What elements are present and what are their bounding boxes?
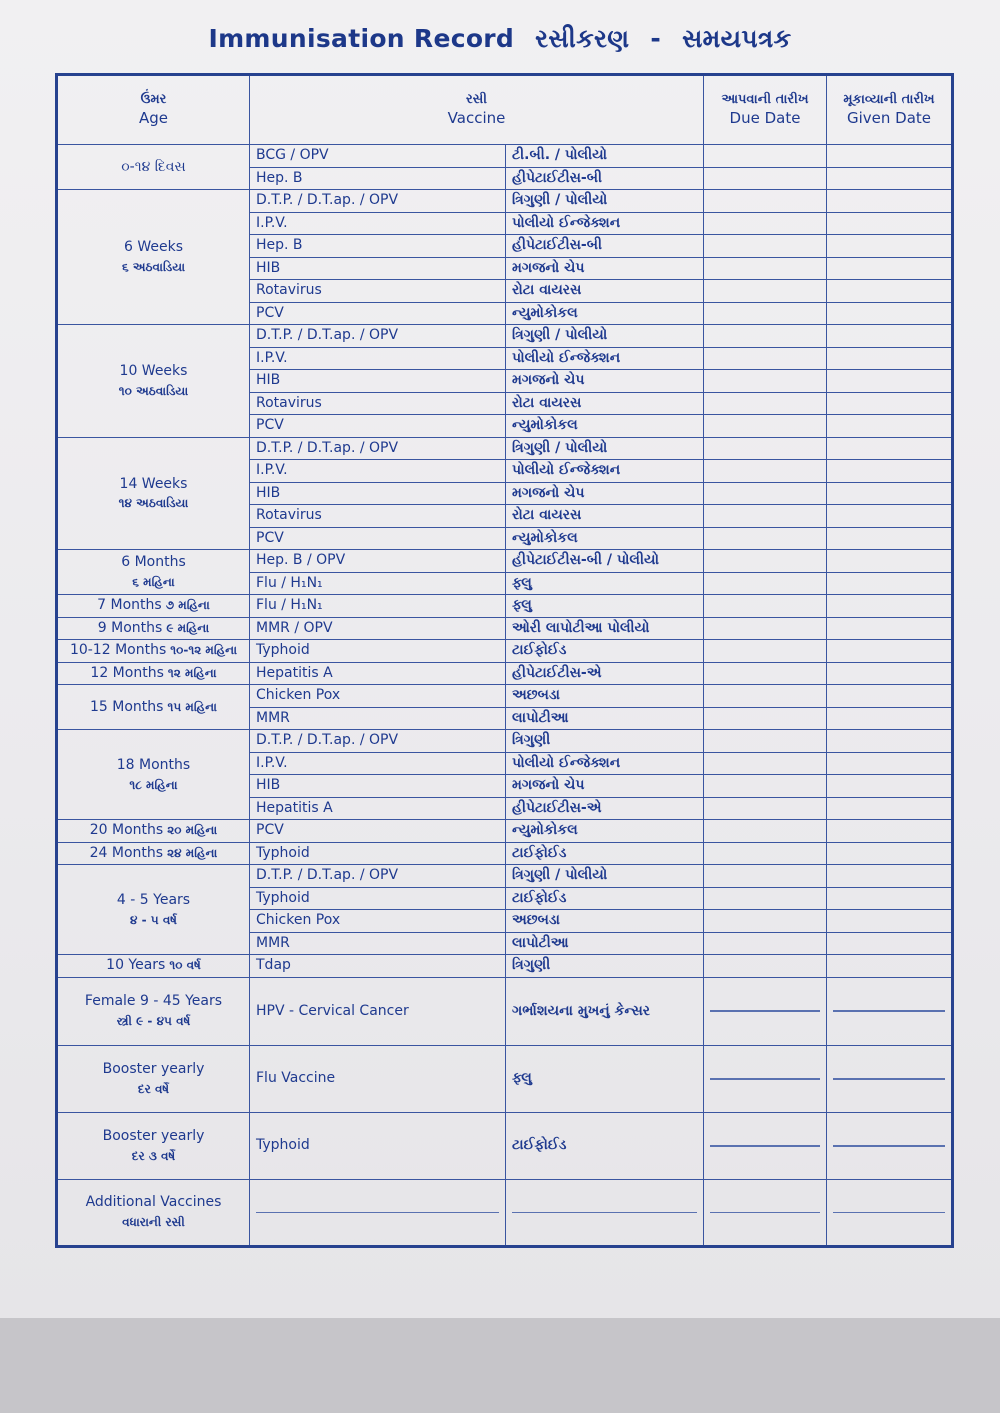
age-cell (57, 865, 250, 955)
given-date-field[interactable] (827, 752, 953, 775)
age-cell (57, 595, 250, 618)
age-english: ૦-૧૪ દિવસ (121, 158, 186, 175)
vaccine-name-gujarati: મગજનો ચેપ (506, 257, 704, 280)
due-date-field[interactable] (704, 820, 827, 843)
table-row (57, 685, 953, 708)
vaccine-name-english: D.T.P. / D.T.ap. / OPV (250, 437, 506, 460)
vaccine-name-english: PCV (250, 415, 506, 438)
header-vaccine (250, 75, 704, 145)
age-gujarati: ૬ મહિના (132, 575, 175, 590)
age-english: 6 Weeks (123, 239, 183, 256)
table-row (57, 730, 953, 753)
write-line (710, 1079, 820, 1080)
given-date-field[interactable] (827, 212, 953, 235)
table-row-large (57, 1179, 953, 1246)
given-date-field[interactable] (827, 370, 953, 393)
vaccine-name-gujarati: અછબડા (506, 685, 704, 708)
vaccine-name-gujarati: ફ્લુ (506, 595, 704, 618)
due-date-field[interactable] (704, 167, 827, 190)
due-date-field[interactable] (704, 707, 827, 730)
given-date-field[interactable] (827, 887, 953, 910)
given-date-field[interactable] (827, 505, 953, 528)
due-date-field[interactable] (704, 527, 827, 550)
header-due-english: Due Date (729, 108, 801, 127)
age-gujarati: ૧૦ અઠવાડિયા (118, 383, 189, 398)
due-date-field[interactable] (704, 1179, 827, 1246)
given-date-field[interactable] (827, 1045, 953, 1112)
age-cell (57, 550, 250, 595)
vaccine-name-english: Flu / H₁N₁ (250, 572, 506, 595)
age-gujarati: ૪ - ૫ વર્ષ (129, 912, 178, 927)
vaccine-name-english: D.T.P. / D.T.ap. / OPV (250, 730, 506, 753)
given-date-field[interactable] (827, 527, 953, 550)
vaccine-name-gujarati: ત્રિગુણી / પોલીયો (506, 437, 704, 460)
table-row (57, 325, 953, 348)
vaccine-name-gujarati: હીપેટાઈટીસ-બી (506, 167, 704, 190)
due-date-field[interactable] (704, 865, 827, 888)
given-date-field[interactable] (827, 707, 953, 730)
age-english: 12 Months (90, 664, 164, 681)
vaccine-name-english: HPV - Cervical Cancer (250, 977, 506, 1045)
due-date-field[interactable] (704, 257, 827, 280)
vaccine-name-gujarati: રોટા વાયરસ (506, 505, 704, 528)
age-english: 6 Months (121, 554, 186, 571)
given-date-field[interactable] (827, 820, 953, 843)
write-lines (256, 1212, 499, 1213)
vaccine-name-english: Typhoid (250, 640, 506, 663)
due-date-field[interactable] (704, 190, 827, 213)
table-row-large (57, 977, 953, 1045)
due-date-field[interactable] (704, 482, 827, 505)
given-date-field[interactable] (827, 325, 953, 348)
due-date-field[interactable] (704, 505, 827, 528)
age-english: 7 Months (97, 597, 162, 614)
vaccine-name-gujarati: ત્રિગુણી (506, 955, 704, 978)
age-english: Booster yearly (102, 1127, 205, 1144)
vaccine-name-english: Typhoid (250, 842, 506, 865)
vaccine-name-english: Hepatitis A (250, 662, 506, 685)
vaccine-name-gujarati: મગજનો ચેપ (506, 775, 704, 798)
vaccine-name-gujarati: પોલીયો ઈન્જેક્શન (506, 460, 704, 483)
due-date-field[interactable] (704, 325, 827, 348)
given-date-field[interactable] (827, 572, 953, 595)
vaccine-name-gujarati: ન્યુમોકોકલ (506, 302, 704, 325)
vaccine-name-english: Typhoid (250, 1112, 506, 1179)
due-date-field[interactable] (704, 685, 827, 708)
header-vaccine-gujarati: રસી (466, 92, 487, 108)
write-lines (710, 1010, 820, 1012)
write-lines (833, 1010, 945, 1012)
given-date-field[interactable] (827, 775, 953, 798)
age-english: 4 - 5 Years (116, 891, 191, 908)
header-due-gujarati: આપવાની તારીખ (721, 92, 809, 108)
given-date-field[interactable] (827, 685, 953, 708)
vaccine-name-gujarati: ફ્લુ (506, 1045, 704, 1112)
due-date-field[interactable] (704, 797, 827, 820)
vaccine-name-english: BCG / OPV (250, 145, 506, 168)
due-date-field[interactable] (704, 415, 827, 438)
vaccine-name-gujarati: લાપોટીઆ (506, 932, 704, 955)
vaccine-name-gujarati (506, 1179, 704, 1246)
age-english: 10 Weeks (119, 363, 188, 380)
write-line (256, 1212, 499, 1213)
vaccine-name-english: Typhoid (250, 887, 506, 910)
vaccine-name-english: Rotavirus (250, 392, 506, 415)
vaccine-name-english: MMR (250, 932, 506, 955)
due-date-field[interactable] (704, 910, 827, 933)
table-row (57, 662, 953, 685)
table-row (57, 640, 953, 663)
given-date-field[interactable] (827, 167, 953, 190)
vaccine-name-english: D.T.P. / D.T.ap. / OPV (250, 190, 506, 213)
given-date-field[interactable] (827, 392, 953, 415)
given-date-field[interactable] (827, 235, 953, 258)
given-date-field[interactable] (827, 617, 953, 640)
vaccine-name-english: Chicken Pox (250, 910, 506, 933)
age-english: Booster yearly (102, 1060, 205, 1077)
due-date-field[interactable] (704, 887, 827, 910)
age-english: 14 Weeks (119, 475, 188, 492)
given-date-field[interactable] (827, 955, 953, 978)
vaccine-name-english: I.P.V. (250, 212, 506, 235)
age-gujarati: ૨૦ મહિના (167, 823, 218, 838)
vaccine-name-english: HIB (250, 775, 506, 798)
age-cell (57, 1112, 250, 1179)
age-gujarati: ૧૪ અઠવાડિયા (118, 496, 189, 511)
title-english: Immunisation Record (208, 24, 515, 53)
write-line (512, 1212, 697, 1213)
due-date-field[interactable] (704, 1112, 827, 1179)
vaccine-name-english: Tdap (250, 955, 506, 978)
due-date-field[interactable] (704, 1045, 827, 1112)
table-row (57, 842, 953, 865)
vaccine-name-gujarati: ફ્લુ (506, 572, 704, 595)
header-age (57, 75, 250, 145)
vaccine-name-gujarati: મગજનો ચેપ (506, 482, 704, 505)
age-gujarati: વધારાની રસી (122, 1215, 185, 1230)
given-date-field[interactable] (827, 1112, 953, 1179)
table-row (57, 437, 953, 460)
write-line (710, 1212, 820, 1213)
age-cell (57, 730, 250, 820)
vaccine-name-english: PCV (250, 527, 506, 550)
write-line (833, 1212, 945, 1213)
age-english: 18 Months (116, 756, 191, 773)
age-gujarati: સ્ત્રી ૯ - ૪૫ વર્ષ (116, 1014, 191, 1029)
age-gujarati: ૭ મહિના (165, 598, 210, 613)
given-date-field[interactable] (827, 302, 953, 325)
header-given-gujarati: મૂકાવ્યાની તારીખ (843, 92, 935, 108)
header-due-date (704, 75, 827, 145)
due-date-field[interactable] (704, 280, 827, 303)
due-date-field[interactable] (704, 235, 827, 258)
table-row (57, 550, 953, 573)
age-gujarati: ૯ મહિના (166, 620, 210, 635)
vaccine-name-gujarati: ત્રિગુણી / પોલીયો (506, 865, 704, 888)
table-row-large (57, 1045, 953, 1112)
vaccine-name-gujarati: રોટા વાયરસ (506, 392, 704, 415)
vaccine-name-gujarati: હીપેટાઈટીસ-બી (506, 235, 704, 258)
table-row (57, 820, 953, 843)
age-cell (57, 820, 250, 843)
given-date-field[interactable] (827, 865, 953, 888)
table-row (57, 190, 953, 213)
age-gujarati: ૧૮ મહિના (129, 777, 178, 792)
vaccine-name-english: I.P.V. (250, 460, 506, 483)
due-date-field[interactable] (704, 640, 827, 663)
header-vaccine-english: Vaccine (447, 108, 506, 127)
vaccine-name-gujarati: ન્યુમોકોકલ (506, 527, 704, 550)
given-date-field[interactable] (827, 415, 953, 438)
write-lines (833, 1078, 945, 1080)
title-gujarati: રસીકરણ (535, 24, 630, 53)
vaccine-name-english: I.P.V. (250, 347, 506, 370)
vaccine-name-gujarati: અછબડા (506, 910, 704, 933)
header-age-gujarati: ઉંમર (140, 92, 167, 108)
given-date-field[interactable] (827, 257, 953, 280)
given-date-field[interactable] (827, 145, 953, 168)
age-cell (57, 617, 250, 640)
vaccine-name-gujarati: ત્રિગુણી / પોલીયો (506, 325, 704, 348)
vaccine-name-gujarati: ટાઈફોઈડ (506, 842, 704, 865)
table-row (57, 617, 953, 640)
age-cell (57, 662, 250, 685)
due-date-field[interactable] (704, 977, 827, 1045)
due-date-field[interactable] (704, 955, 827, 978)
given-date-field[interactable] (827, 280, 953, 303)
vaccine-name-gujarati: પોલીયો ઈન્જેક્શન (506, 347, 704, 370)
vaccine-name-english: MMR (250, 707, 506, 730)
given-date-field[interactable] (827, 550, 953, 573)
given-date-field[interactable] (827, 932, 953, 955)
given-date-field[interactable] (827, 1179, 953, 1246)
given-date-field[interactable] (827, 797, 953, 820)
due-date-field[interactable] (704, 572, 827, 595)
vaccine-name-gujarati: ટી.બી. / પોલીયો (506, 145, 704, 168)
vaccine-name-english: Rotavirus (250, 280, 506, 303)
vaccine-name-english: Hepatitis A (250, 797, 506, 820)
write-lines (833, 1212, 945, 1213)
age-gujarati: ૧૫ મહિના (167, 699, 217, 714)
vaccine-name-gujarati: મગજનો ચેપ (506, 370, 704, 393)
due-date-field[interactable] (704, 932, 827, 955)
header-age-english: Age (138, 108, 168, 127)
write-line (833, 1079, 945, 1080)
table-row (57, 955, 953, 978)
vaccine-name-english: Flu / H₁N₁ (250, 595, 506, 618)
write-line (710, 1146, 820, 1147)
vaccine-name-gujarati: પોલીયો ઈન્જેક્શન (506, 752, 704, 775)
given-date-field[interactable] (827, 640, 953, 663)
due-date-field[interactable] (704, 302, 827, 325)
table-header-row (57, 75, 953, 145)
vaccine-name-gujarati: ટાઈફોઈડ (506, 887, 704, 910)
age-english: Additional Vaccines (85, 1194, 222, 1211)
vaccine-name-gujarati: ટાઈફોઈડ (506, 640, 704, 663)
write-line (710, 1011, 820, 1012)
age-cell (57, 955, 250, 978)
title-separator: - (650, 24, 662, 53)
age-cell (57, 437, 250, 550)
immunisation-table (55, 73, 954, 1248)
due-date-field[interactable] (704, 460, 827, 483)
due-date-field[interactable] (704, 392, 827, 415)
given-date-field[interactable] (827, 977, 953, 1045)
due-date-field[interactable] (704, 775, 827, 798)
vaccine-name-english: D.T.P. / D.T.ap. / OPV (250, 325, 506, 348)
age-english: Female 9 - 45 Years (84, 993, 223, 1010)
age-gujarati: ૬ અઠવાડિયા (121, 260, 186, 275)
age-cell (57, 842, 250, 865)
vaccine-name-english: PCV (250, 820, 506, 843)
given-date-field[interactable] (827, 662, 953, 685)
due-date-field[interactable] (704, 752, 827, 775)
vaccine-name-english: HIB (250, 482, 506, 505)
given-date-field[interactable] (827, 910, 953, 933)
vaccine-name-gujarati: ન્યુમોકોકલ (506, 820, 704, 843)
table-row (57, 595, 953, 618)
given-date-field[interactable] (827, 190, 953, 213)
vaccine-name-english: D.T.P. / D.T.ap. / OPV (250, 865, 506, 888)
vaccine-name-gujarati: લાપોટીઆ (506, 707, 704, 730)
due-date-field[interactable] (704, 145, 827, 168)
table-row (57, 145, 953, 168)
given-date-field[interactable] (827, 460, 953, 483)
age-gujarati: દર વર્ષે (137, 1081, 170, 1096)
age-cell (57, 145, 250, 190)
given-date-field[interactable] (827, 437, 953, 460)
age-cell (57, 1045, 250, 1112)
given-date-field[interactable] (827, 842, 953, 865)
vaccine-name-english: Hep. B / OPV (250, 550, 506, 573)
vaccine-name-gujarati: ગર્ભાશયના મુખનું કેન્સર (506, 977, 704, 1045)
vaccine-name-english: Chicken Pox (250, 685, 506, 708)
age-english: 20 Months (89, 822, 164, 839)
age-cell (57, 977, 250, 1045)
write-lines (710, 1078, 820, 1080)
vaccine-name-english: HIB (250, 257, 506, 280)
age-english: 10 Years (106, 957, 166, 974)
age-gujarati: ૧૦-૧૨ મહિના (170, 643, 238, 658)
header-given-english: Given Date (846, 108, 932, 127)
vaccine-name-english: Hep. B (250, 167, 506, 190)
due-date-field[interactable] (704, 370, 827, 393)
vaccine-name-english: Hep. B (250, 235, 506, 258)
given-date-field[interactable] (827, 347, 953, 370)
age-gujarati: ૨૪ મહિના (167, 845, 218, 860)
given-date-field[interactable] (827, 595, 953, 618)
vaccine-name-gujarati: પોલીયો ઈન્જેક્શન (506, 212, 704, 235)
vaccine-name-english: HIB (250, 370, 506, 393)
due-date-field[interactable] (704, 730, 827, 753)
vaccine-name-gujarati: રોટા વાયરસ (506, 280, 704, 303)
vaccine-name-gujarati: હીપેટાઈટીસ-એ (506, 662, 704, 685)
age-cell (57, 325, 250, 438)
age-cell (57, 640, 250, 663)
write-lines (512, 1212, 697, 1213)
write-lines (710, 1145, 820, 1147)
age-cell (57, 1179, 250, 1246)
due-date-field[interactable] (704, 842, 827, 865)
vaccine-name-english: Flu Vaccine (250, 1045, 506, 1112)
vaccine-name-english: I.P.V. (250, 752, 506, 775)
due-date-field[interactable] (704, 550, 827, 573)
background-surface (0, 1318, 1000, 1413)
age-gujarati: ૧૦ વર્ષ (169, 958, 201, 973)
given-date-field[interactable] (827, 730, 953, 753)
write-line (833, 1146, 945, 1147)
vaccine-name-english: Rotavirus (250, 505, 506, 528)
vaccine-name-english: PCV (250, 302, 506, 325)
write-lines (833, 1145, 945, 1147)
vaccine-name-gujarati: ટાઈફોઈડ (506, 1112, 704, 1179)
vaccine-name-gujarati: ત્રિગુણી / પોલીયો (506, 190, 704, 213)
due-date-field[interactable] (704, 437, 827, 460)
write-line (833, 1011, 945, 1012)
age-cell (57, 190, 250, 325)
due-date-field[interactable] (704, 212, 827, 235)
due-date-field[interactable] (704, 617, 827, 640)
given-date-field[interactable] (827, 482, 953, 505)
vaccine-name-gujarati: ત્રિગુણી (506, 730, 704, 753)
age-english: 10-12 Months (69, 642, 167, 659)
age-english: 9 Months (97, 619, 163, 636)
vaccine-name-english (250, 1179, 506, 1246)
age-cell (57, 685, 250, 730)
age-gujarati: ૧૨ મહિના (167, 665, 217, 680)
age-english: 24 Months (89, 844, 164, 861)
vaccine-name-gujarati: ન્યુમોકોકલ (506, 415, 704, 438)
due-date-field[interactable] (704, 662, 827, 685)
table-row (57, 865, 953, 888)
header-given-date (827, 75, 953, 145)
table-row-large (57, 1112, 953, 1179)
page-title (0, 24, 1000, 54)
vaccine-name-gujarati: ઓરી લાપોટીઆ પોલીયો (506, 617, 704, 640)
vaccine-name-english: MMR / OPV (250, 617, 506, 640)
vaccine-name-gujarati: હીપેટાઈટીસ-બી / પોલીયો (506, 550, 704, 573)
due-date-field[interactable] (704, 595, 827, 618)
age-english: 15 Months (90, 698, 164, 715)
age-gujarati: દર ૩ વર્ષે (131, 1148, 176, 1163)
vaccine-name-gujarati: હીપેટાઈટીસ-એ (506, 797, 704, 820)
due-date-field[interactable] (704, 347, 827, 370)
title-gujarati-schedule: સમયપત્રક (682, 24, 792, 53)
write-lines (710, 1212, 820, 1213)
